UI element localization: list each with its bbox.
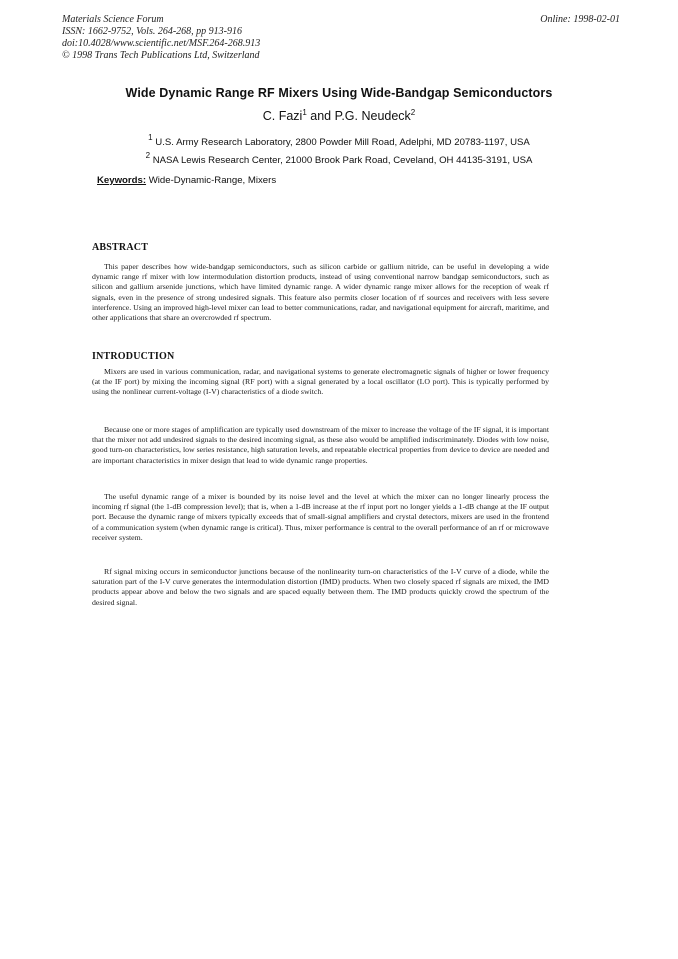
- author-fazi: C. Fazi: [262, 109, 303, 123]
- abstract-heading: ABSTRACT: [92, 242, 149, 253]
- author-fazi-sup: 1: [302, 108, 307, 117]
- journal-name: Materials Science Forum: [62, 14, 164, 25]
- intro-paragraph-3: The useful dynamic range of a mixer is bounded by its noise level and the level at which the mixer can no longer linearly process the incoming rf signal (the 1-dB compression level); that is, when a 1-dB increase at the rf input port no longer yields a 1-dB change at the IF output port. Because the dynamic range of mixers typically exceeds that of small-signal amplifiers and crystal detectors, mixers are used in the frontend of a communication system (when dynamic range is critical). Thus, mixer performance is central to the overall performance of an rf or microwave receiver system.: [92, 492, 549, 542]
- doi-line: doi:10.4028/www.scientific.net/MSF.264-268.913: [62, 38, 261, 49]
- abstract-paragraph: This paper describes how wide-bandgap semiconductors, such as silicon carbide or gallium nitride, can be useful in developing a wide dynamic range rf mixer with low intermodulation distortion products, instead of using conventional narrow bandgap semiconductors, such as silicon and gallium arsenide junctions, which have limited dynamic range. A wider dynamic range mixer allows for the reception of weak rf signals, even in the presence of strong undesired signals. This feature also permits closer location of rf sources and receivers with less severe interference. Using an improved high-level mixer can lead to better communications, radar, and navigational equipment for aircraft, maritime, and other applications that share an overcrowded rf spectrum.: [92, 262, 549, 323]
- online-date: Online: 1998-02-01: [540, 14, 620, 25]
- keywords-text: Wide-Dynamic-Range, Mixers: [146, 175, 277, 186]
- paper-title: Wide Dynamic Range RF Mixers Using Wide-Bandgap Semiconductors: [125, 86, 553, 100]
- issn-line: ISSN: 1662-9752, Vols. 264-268, pp 913-916: [62, 26, 242, 37]
- affiliation-1: [0, 133, 678, 148]
- affiliation-1-text: U.S. Army Research Laboratory, 2800 Powder Mill Road, Adelphi, MD 20783-1197, USA: [152, 137, 530, 148]
- author-neudeck: P.G. Neudeck: [334, 109, 411, 123]
- author-conjunction: and: [306, 109, 335, 123]
- keywords-line: [97, 175, 276, 186]
- affiliation-2-text: NASA Lewis Research Center, 21000 Brook Park Road, Ceveland, OH 44135-3191, USA: [150, 155, 533, 166]
- affiliation-1-sup: 1: [148, 133, 153, 142]
- author-neudeck-sup: 2: [410, 108, 416, 117]
- intro-paragraph-4: Rf signal mixing occurs in semiconductor junctions because of the nonlinearity turn-on characteristics of the I-V curve of a diode, while the saturation part of the I-V curve generates the intermodulation distortion (IMD) products. When two closely spaced rf signals are mixed, the IMD products appear above and below the two signals and are spaced equally between them. The IMD products quickly crowd the spectrum of the desired signal.: [92, 567, 549, 607]
- publication-metadata: [62, 14, 260, 62]
- introduction-heading: INTRODUCTION: [92, 351, 175, 362]
- author-line: [0, 108, 678, 123]
- intro-paragraph-2: Because one or more stages of amplification are typically used downstream of the mixer to increase the voltage of the IF signal, it is important that the mixer not add undesired signals to the desired incoming signal, as these also would be amplified indiscriminately. Diodes with low noise, good turn-on characteristics, low series resistance, high saturation levels, and repeatable electrical properties from device to device are needed and are important characteristics in mixer design that lead to wide dynamic range properties.: [92, 425, 549, 465]
- copyright-line: © 1998 Trans Tech Publications Ltd, Switzerland: [62, 50, 260, 61]
- intro-paragraph-1: Mixers are used in various communication, radar, and navigational systems to generate electromagnetic signals of higher or lower frequency (at the IF port) by mixing the incoming signal (RF port) with a signal generated by a local oscillator (LO port). This is typically performed by using the nonlinear current-voltage (I-V) characteristics of a diode switch.: [92, 367, 549, 397]
- affiliation-2: [0, 151, 678, 166]
- keywords-label: Keywords:: [97, 175, 147, 186]
- affiliation-2-sup: 2: [145, 151, 151, 160]
